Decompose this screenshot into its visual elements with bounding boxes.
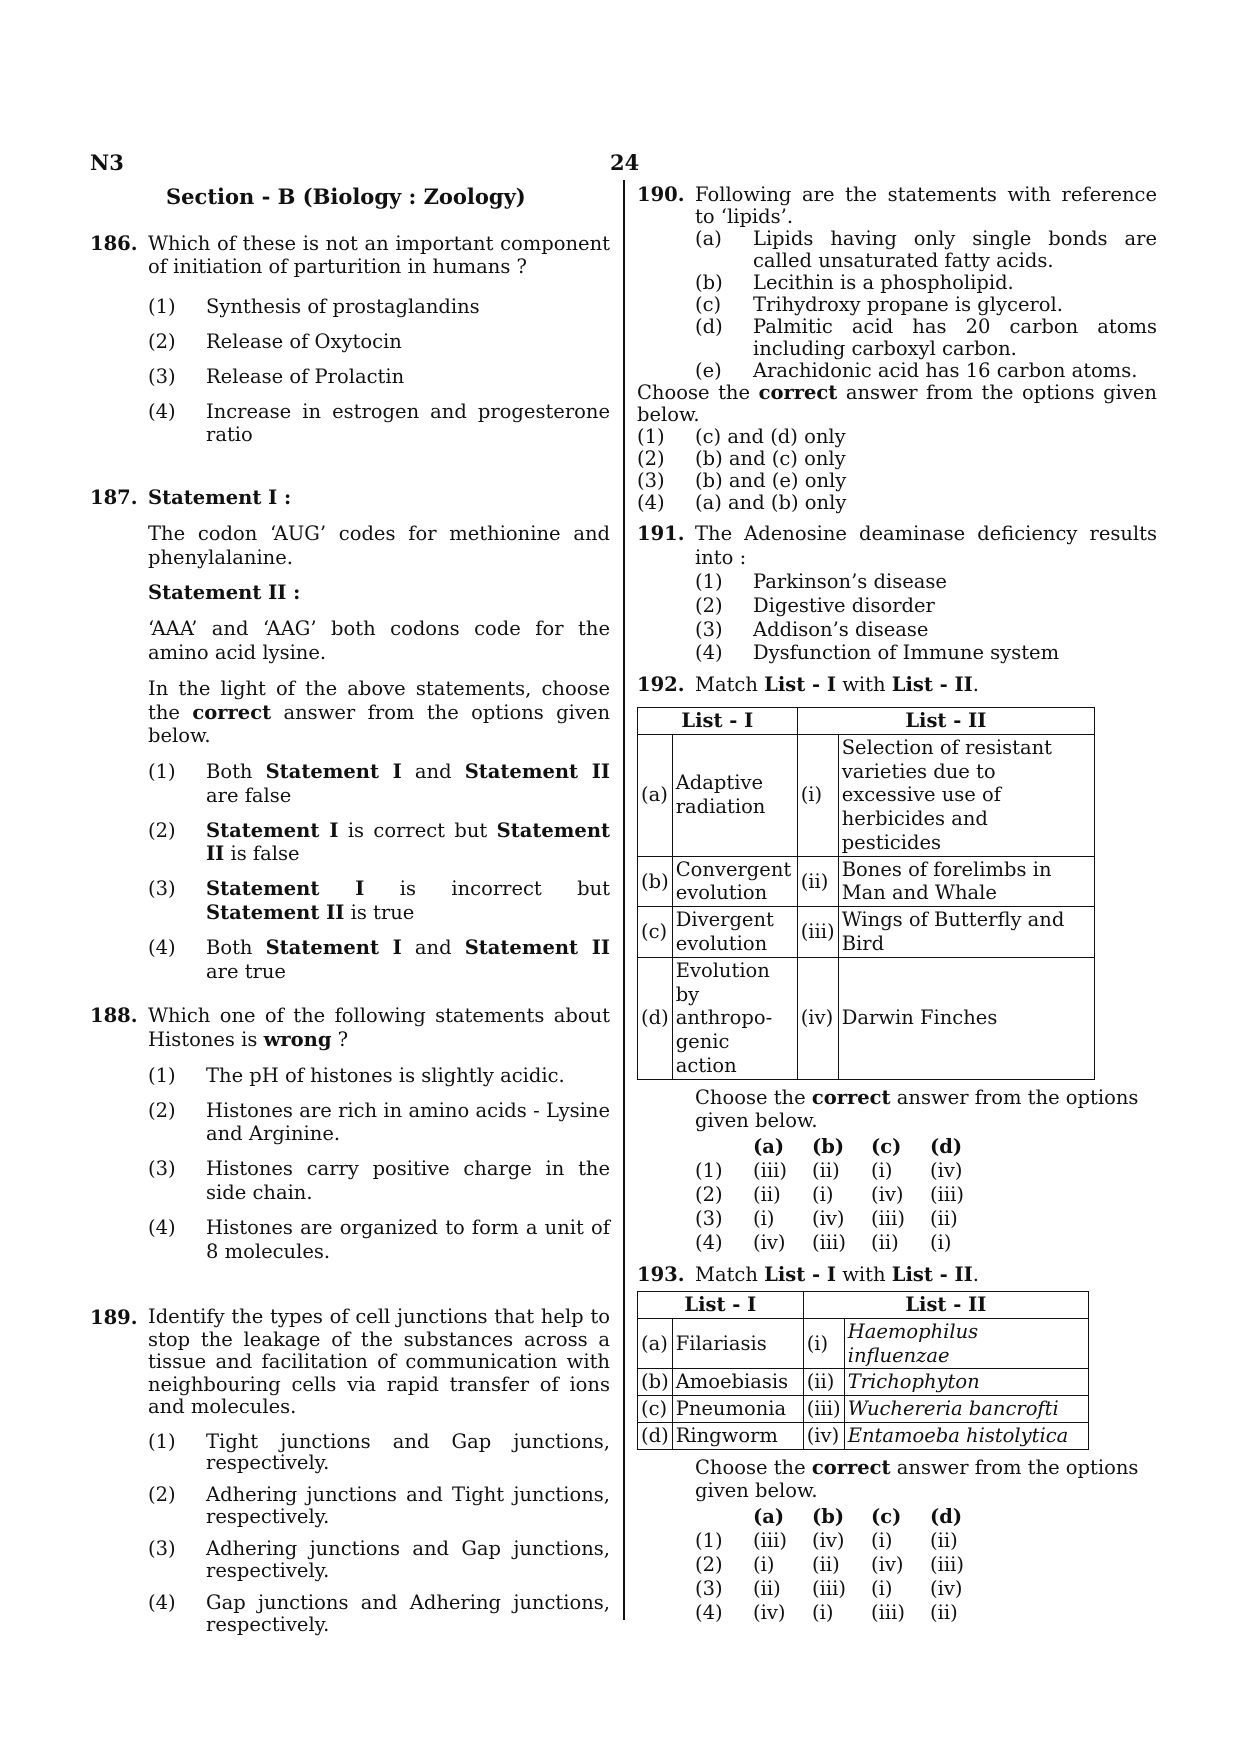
option-number: (3): [148, 1537, 176, 1561]
row-label: (d): [638, 1422, 673, 1449]
answer-row: (1) (iii) (ii) (i) (iv): [695, 1159, 963, 1183]
question-193: [637, 1263, 1157, 1287]
option: [148, 365, 610, 389]
option-number: (3): [148, 1157, 176, 1181]
option: [148, 400, 610, 448]
option-text: Parkinson’s disease: [753, 570, 947, 594]
option-number: (3): [695, 617, 723, 641]
answer-col-head: (a): [753, 1135, 785, 1159]
list-2-cell: Wuchereria bancrofti: [844, 1396, 1088, 1423]
option: [148, 1538, 610, 1581]
option-number: (4): [695, 641, 723, 665]
option-number: (1): [637, 425, 665, 449]
option-number: (2): [148, 818, 176, 842]
instruction: In the light of the above statements, choose the correct answer from the options given below.: [148, 676, 611, 748]
option-number: (2): [695, 593, 723, 617]
answer-row: (4) (iv) (iii) (ii) (i): [695, 1231, 952, 1255]
item-text: Lecithin is a phospholipid.: [753, 271, 1014, 295]
statement-2-label: Statement II :: [148, 581, 301, 605]
statement-item: [695, 294, 1157, 316]
option-text: The pH of histones is slightly acidic.: [206, 1063, 565, 1087]
option-number: (1): [148, 295, 176, 319]
option-text: (b) and (c) only: [695, 447, 846, 471]
right-column: [637, 184, 1157, 1625]
list-1-cell: Adaptive radiation: [672, 734, 797, 856]
question-191: [637, 522, 1157, 665]
option: [148, 1216, 610, 1264]
answer-col-head: (c): [871, 1505, 902, 1529]
list-2-header: List - II: [797, 707, 1094, 734]
row-label: (iv): [803, 1422, 844, 1449]
row-label: (c): [638, 907, 673, 958]
question-number: 189.: [90, 1306, 138, 1330]
statement-item: [695, 272, 1157, 294]
answer-row: (3) (i) (iv) (iii) (ii): [695, 1207, 958, 1231]
question-188: [90, 1004, 610, 1274]
table-row: [638, 856, 1095, 907]
section-title: Section - B (Biology : Zoology): [166, 184, 526, 209]
option-number: (2): [148, 1483, 176, 1507]
question-number: 188.: [90, 1004, 138, 1028]
option-number: (1): [695, 570, 723, 594]
option-text: Both Statement I and Statement II are true: [206, 935, 611, 983]
row-label: (a): [638, 734, 673, 856]
row-label: (d): [638, 957, 673, 1079]
list-2-cell: Trichophyton: [844, 1369, 1088, 1396]
table-row: [638, 1396, 1089, 1423]
row-label: (iii): [803, 1396, 844, 1423]
question-number: 191.: [637, 522, 685, 546]
option: [695, 594, 1157, 618]
question-text: Identify the types of cell junctions that help to stop the leakage of the substances across a tissue and facilitation of communication with neighbouring cells via rapid transfer of ions and molecules.: [148, 1305, 610, 1419]
row-label: (c): [638, 1396, 673, 1423]
option: [637, 470, 1157, 492]
question-186: [90, 232, 610, 458]
answer-col-head: (b): [812, 1135, 845, 1159]
list-1-cell: Convergent evolution: [672, 856, 797, 907]
statement-2-text: ‘AAA’ and ‘AAG’ both codons code for the amino acid lysine.: [148, 617, 610, 664]
option-text: Histones are rich in amino acids - Lysine and Arginine.: [206, 1098, 610, 1146]
question-text: Match List - I with List - II.: [695, 673, 979, 697]
question-number: 186.: [90, 231, 138, 255]
list-1-header: List - I: [638, 1292, 804, 1319]
question-number: 192.: [637, 673, 685, 697]
item-text: Trihydroxy propane is glycerol.: [753, 293, 1063, 317]
table-row: [638, 907, 1095, 958]
option: [637, 448, 1157, 470]
option: [148, 295, 610, 319]
option-number: (3): [148, 364, 176, 388]
list-2-cell: Wings of Butterfly and Bird: [838, 907, 1094, 958]
option-text: Statement I is correct but Statement II is false: [206, 818, 611, 866]
option-text: Release of Oxytocin: [206, 329, 402, 353]
instruction: Choose the correct answer from the options given below.: [695, 1455, 1139, 1503]
question-189: [90, 1306, 610, 1646]
left-column: [90, 184, 610, 1656]
option: [695, 641, 1157, 665]
option-text: Both Statement I and Statement II are false: [206, 760, 611, 807]
answer-row: (4) (iv) (i) (iii) (ii): [695, 1601, 958, 1625]
option-text: Gap junctions and Adhering junctions, respectively.: [206, 1591, 610, 1636]
option-text: Release of Prolactin: [206, 364, 405, 388]
question-190: [637, 184, 1157, 514]
option: [148, 330, 610, 354]
option-number: (4): [148, 1591, 176, 1615]
table-row: [638, 1369, 1089, 1396]
row-label: (iii): [797, 907, 838, 958]
option-text: Dysfunction of Immune system: [753, 641, 1060, 665]
answer-grid-193: [695, 1505, 989, 1625]
list-1-cell: Divergent evolution: [672, 907, 797, 958]
list-1-cell: Evolution by anthropo-genic action: [672, 957, 797, 1079]
option-text: Adhering junctions and Tight junctions, respectively.: [206, 1483, 610, 1528]
option-text: Adhering junctions and Gap junctions, respectively.: [206, 1537, 610, 1582]
option-text: Histones carry positive charge in the side chain.: [206, 1157, 610, 1205]
table-row: [638, 734, 1095, 856]
answer-col-head: (b): [812, 1505, 845, 1529]
statement-1-text: The codon ‘AUG’ codes for methionine and phenylalanine.: [148, 521, 610, 569]
option-text: Digestive disorder: [753, 593, 935, 617]
row-label: (b): [638, 1369, 673, 1396]
item-label: (d): [695, 315, 723, 339]
table-row: [638, 1422, 1089, 1449]
question-text: The Adenosine deaminase deficiency results into :: [695, 522, 1157, 570]
instruction: Choose the correct answer from the options given below.: [637, 381, 1157, 427]
list-2-cell: Selection of resistant varieties due to excessive use of herbicides and pesticides: [838, 734, 1094, 856]
question-number: 187.: [90, 486, 138, 510]
row-label: (iv): [797, 957, 838, 1079]
instruction: Choose the correct answer from the options given below.: [695, 1085, 1139, 1133]
question-text: Following are the statements with reference to ‘lipids’.: [695, 183, 1157, 229]
option-text: (c) and (d) only: [695, 425, 846, 449]
row-label: (ii): [803, 1369, 844, 1396]
answer-row: (1) (iii) (iv) (i) (ii): [695, 1529, 958, 1553]
statement-1-label: Statement I :: [148, 486, 292, 510]
column-divider: [623, 180, 625, 1620]
option: [148, 1157, 610, 1205]
answer-row: (2) (i) (ii) (iv) (iii): [695, 1553, 964, 1577]
option: [148, 1064, 610, 1088]
list-1-header: List - I: [638, 707, 798, 734]
row-label: (i): [797, 734, 838, 856]
answer-grid-192: [695, 1135, 989, 1255]
answer-row: (3) (ii) (iii) (i) (iv): [695, 1577, 963, 1601]
option-text: Synthesis of prostaglandins: [206, 295, 480, 319]
option-number: (3): [148, 877, 176, 901]
item-label: (c): [695, 293, 722, 317]
table-row: [638, 957, 1095, 1079]
option: [637, 426, 1157, 448]
list-2-header: List - II: [803, 1292, 1088, 1319]
option-number: (2): [148, 1098, 176, 1122]
option-text: Tight junctions and Gap junctions, respectively.: [206, 1429, 610, 1474]
paper-code: N3: [90, 150, 124, 175]
answer-col-head: (d): [930, 1505, 963, 1529]
list-1-cell: Amoebiasis: [672, 1369, 803, 1396]
list-1-cell: Pneumonia: [672, 1396, 803, 1423]
list-2-cell: Haemophilus influenzae: [844, 1318, 1088, 1369]
item-text: Lipids having only single bonds are called unsaturated fatty acids.: [753, 227, 1157, 273]
question-text: Which one of the following statements about Histones is wrong ?: [148, 1004, 610, 1052]
list-1-cell: Filariasis: [672, 1318, 803, 1369]
question-number: 193.: [637, 1263, 685, 1287]
table-row: [638, 1318, 1089, 1369]
answer-row: (2) (ii) (i) (iv) (iii): [695, 1183, 964, 1207]
option: [148, 1484, 610, 1527]
option-text: Increase in estrogen and progesterone ratio: [206, 399, 610, 447]
statement-item: [695, 228, 1157, 272]
option-number: (1): [148, 1063, 176, 1087]
option: [148, 1099, 610, 1147]
option: [148, 1592, 610, 1635]
option-number: (2): [148, 329, 176, 353]
option-text: (a) and (b) only: [695, 491, 847, 515]
list-2-cell: Darwin Finches: [838, 957, 1094, 1079]
answer-col-head: (d): [930, 1135, 963, 1159]
row-label: (i): [803, 1318, 844, 1369]
answer-col-head: (c): [871, 1135, 902, 1159]
question-text: Which of these is not an important component of initiation of parturition in humans ?: [148, 231, 610, 279]
option: [148, 936, 610, 984]
question-187: [90, 486, 610, 994]
option-number: (4): [148, 1215, 176, 1239]
option-text: Statement I is incorrect but Statement II is true: [206, 877, 610, 925]
option: [148, 1431, 610, 1474]
question-192: [637, 673, 1157, 701]
item-text: Palmitic acid has 20 carbon atoms including carboxyl carbon.: [753, 315, 1157, 361]
option: [695, 570, 1157, 594]
option: [695, 618, 1157, 642]
question-number: 190.: [637, 183, 685, 206]
list-2-cell: Bones of forelimbs in Man and Whale: [838, 856, 1094, 907]
option-number: (2): [637, 447, 665, 471]
option-text: (b) and (e) only: [695, 469, 847, 493]
list-1-cell: Ringworm: [672, 1422, 803, 1449]
item-text: Arachidonic acid has 16 carbon atoms.: [753, 359, 1138, 383]
option-number: (4): [148, 935, 176, 959]
option-text: Addison’s disease: [753, 617, 929, 641]
list-2-cell: Entamoeba histolytica: [844, 1422, 1088, 1449]
option: [148, 819, 610, 867]
row-label: (b): [638, 856, 673, 907]
statement-item: [695, 360, 1157, 382]
row-label: (a): [638, 1318, 673, 1369]
match-table-193: [637, 1291, 1089, 1450]
item-label: (a): [695, 227, 722, 251]
match-table-192: [637, 707, 1095, 1080]
item-label: (b): [695, 271, 723, 295]
option-number: (4): [148, 399, 176, 423]
item-label: (e): [695, 359, 722, 383]
option: [148, 760, 610, 808]
option-number: (1): [148, 760, 176, 784]
option-number: (3): [637, 469, 665, 493]
row-label: (ii): [797, 856, 838, 907]
option: [637, 492, 1157, 514]
option-number: (1): [148, 1429, 176, 1453]
page-number: 24: [610, 150, 640, 175]
statement-item: [695, 316, 1157, 360]
answer-col-head: (a): [753, 1505, 785, 1529]
option-number: (4): [637, 491, 665, 515]
question-text: Match List - I with List - II.: [695, 1263, 979, 1287]
option: [148, 877, 610, 925]
option-text: Histones are organized to form a unit of 8 molecules.: [206, 1215, 610, 1263]
